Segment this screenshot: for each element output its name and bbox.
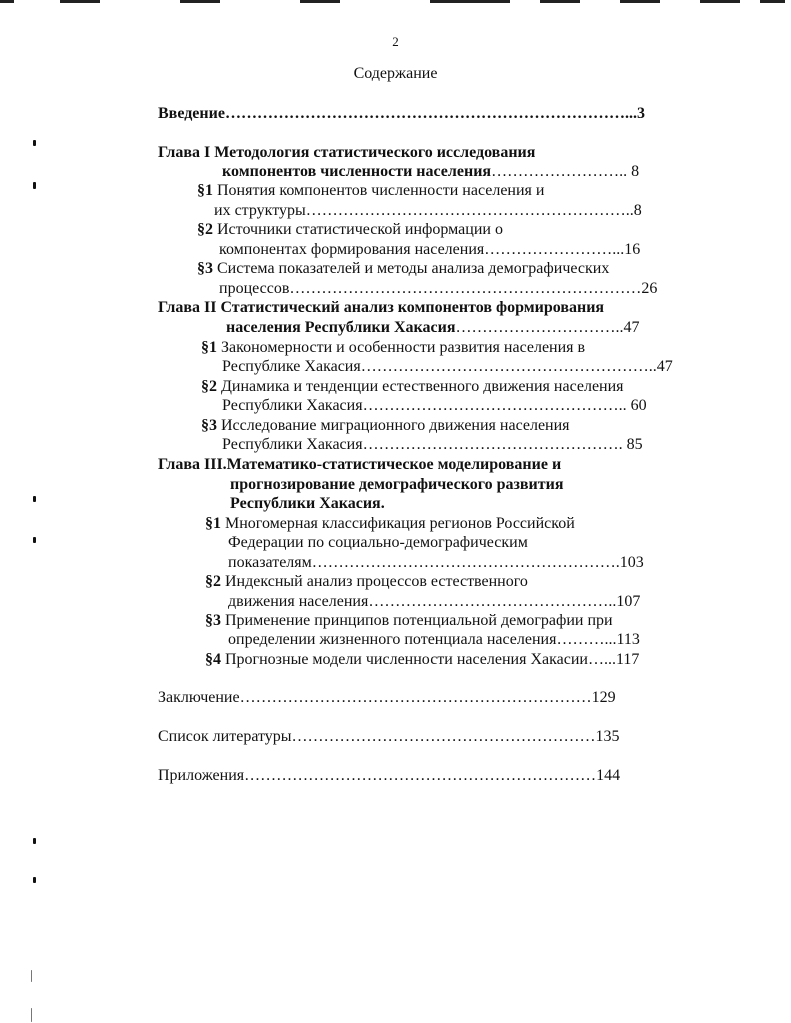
section-mark: §1 [201, 339, 217, 356]
scan-speck [33, 537, 36, 543]
scan-speck [31, 1008, 32, 1022]
toc-section-2-2-cont: Республики Хакасия………………………………………….. 60 [222, 397, 647, 414]
scan-speck [33, 496, 36, 502]
toc-section-3-1 [205, 514, 575, 534]
section-mark: §2 [205, 573, 221, 590]
toc-section-3-2 [205, 572, 528, 592]
section-title: Прогнозные модели численности населения Хакасии…...117 [221, 651, 640, 668]
section-title: Источники статистической информации о [213, 221, 503, 238]
scan-artifact [430, 0, 510, 3]
toc-section-2-3-cont: Республики Хакасия…………………………………………. 85 [222, 436, 643, 453]
scan-artifact [540, 0, 580, 3]
toc-section-1-3 [197, 259, 609, 279]
scan-artifact [0, 0, 14, 3]
toc-entry-intro: Введение…………………………………………………………………...3 [158, 105, 645, 122]
toc-section-3-3 [205, 611, 613, 631]
section-mark: §4 [205, 651, 221, 668]
scan-artifact [180, 0, 220, 3]
section-mark: §2 [197, 221, 213, 238]
toc-chapter-1-page: …………………….. 8 [491, 163, 640, 180]
scan-artifact [300, 0, 340, 3]
section-title: Многомерная классификация регионов Российской [221, 515, 575, 532]
section-mark: §3 [201, 417, 217, 434]
toc-section-2-3 [201, 416, 570, 436]
toc-chapter-2-title-text: населения Республики Хакасия [226, 319, 456, 336]
toc-section-3-4 [205, 650, 639, 670]
scan-speck [33, 182, 36, 189]
toc-section-3-3-cont: определении жизненного потенциала населения………...113 [228, 631, 640, 648]
toc-section-1-2-cont: компонентах формирования населения……………………...16 [219, 241, 641, 258]
toc-section-3-1-cont: Федерации по социально-демографическим [228, 534, 528, 551]
toc-entry-bibliography: Список литературы…………………………………………………135 [158, 728, 620, 745]
toc-chapter-3-title: Глава III.Математико-статистическое моделирование и [158, 456, 562, 473]
toc-entry-conclusion: Заключение…………………………………………………………129 [158, 689, 616, 706]
toc-section-1-1 [197, 181, 544, 201]
section-title: Динамика и тенденции естественного движения населения [217, 378, 624, 395]
section-title: Исследование миграционного движения населения [217, 417, 570, 434]
toc-chapter-2-title: Глава II Статистический анализ компонентов формирования [158, 299, 605, 316]
section-mark: §3 [205, 612, 221, 629]
page-title: Содержание [353, 65, 438, 82]
section-title: Закономерности и особенности развития населения в [217, 339, 586, 356]
scan-artifact [700, 0, 740, 3]
section-mark: §1 [197, 182, 213, 199]
toc-section-2-1 [201, 338, 585, 358]
section-title: Индексный анализ процессов естественного [221, 573, 528, 590]
scan-speck [33, 140, 36, 146]
section-title: Понятия компонентов численности населения и [213, 182, 545, 199]
toc-chapter-1-title-cont [222, 162, 639, 182]
section-mark: §1 [205, 515, 221, 532]
toc-section-2-1-cont: Республике Хакасия………………………………………………..47 [222, 358, 673, 375]
toc-entry-appendix: Приложения…………………………………………………………144 [158, 767, 621, 784]
page-number: 2 [392, 34, 399, 49]
toc-chapter-2-page: …………………………..47 [455, 319, 640, 336]
section-mark: §2 [201, 378, 217, 395]
scan-speck [33, 877, 36, 883]
section-mark: §3 [197, 260, 213, 277]
scan-speck [33, 838, 36, 844]
scan-artifact [760, 0, 785, 3]
toc-section-1-2 [197, 220, 503, 240]
toc-chapter-1-title: Глава I Методология статистического исследования [158, 144, 536, 161]
scan-artifact [620, 0, 660, 3]
toc-chapter-3-title-cont: прогнозирование демографического развития [230, 476, 564, 493]
toc-section-3-1-cont2: показателям………………………………………………….103 [228, 554, 644, 571]
section-title: Применение принципов потенциальной демографии при [221, 612, 613, 629]
toc-section-1-1-cont: их структуры……………………………………………………..8 [214, 202, 642, 219]
scan-speck [31, 970, 32, 982]
toc-section-2-2 [201, 377, 624, 397]
toc-chapter-1-title-text: компонентов численности населения [222, 163, 492, 180]
toc-section-3-2-cont: движения населения………………………………………..107 [228, 593, 641, 610]
toc-section-1-3-cont: процессов…………………………………………………………26 [219, 280, 658, 297]
toc-chapter-3-title-cont2: Республики Хакасия. [230, 495, 385, 512]
scan-artifact [60, 0, 100, 3]
toc-chapter-2-title-cont [226, 318, 640, 338]
section-title: Система показателей и методы анализа демографических [213, 260, 610, 277]
